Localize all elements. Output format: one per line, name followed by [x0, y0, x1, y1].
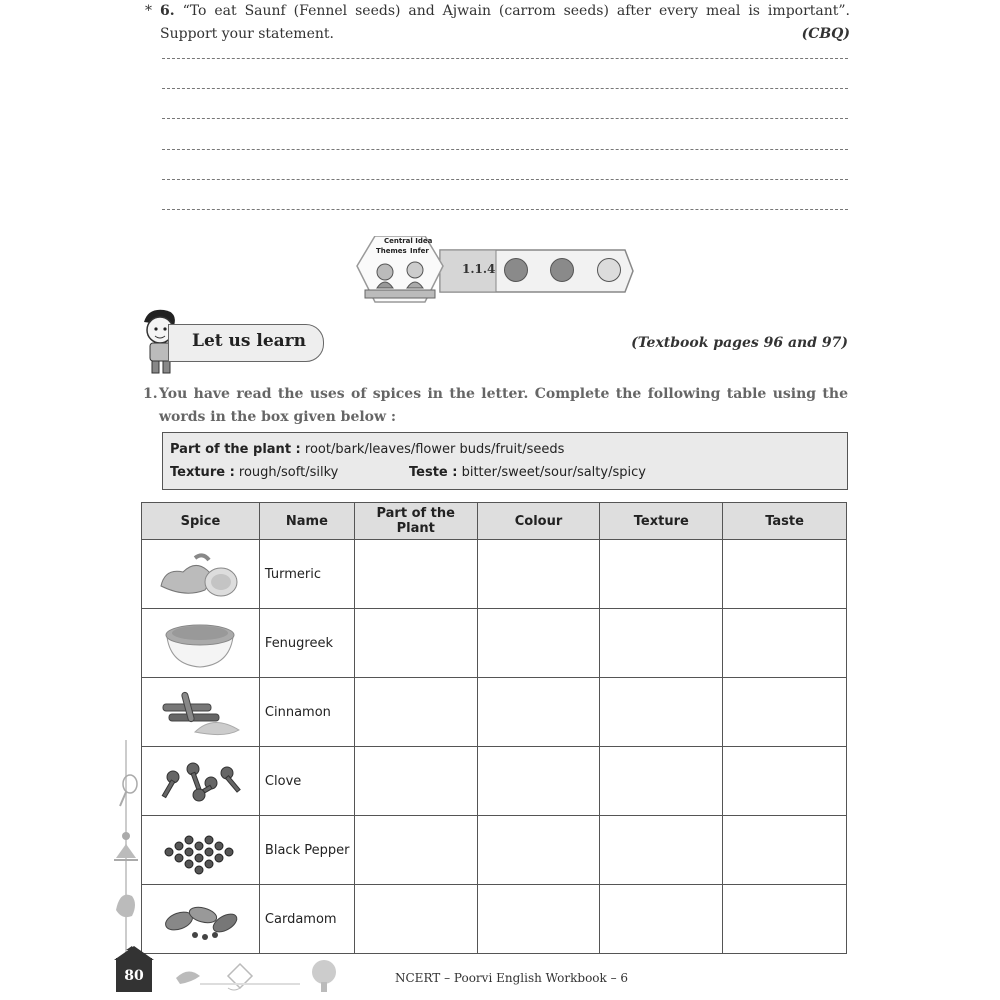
header-spice: Spice — [142, 503, 260, 540]
fenugreek-icon — [155, 615, 245, 671]
taste-label: Teste : — [409, 465, 458, 480]
part-of-plant-cell[interactable] — [354, 747, 477, 816]
part-of-plant-cell[interactable] — [354, 609, 477, 678]
textbook-reference: (Textbook pages 96 and 97) — [631, 335, 848, 351]
part-of-plant-cell[interactable] — [354, 678, 477, 747]
house-roof-icon — [112, 944, 156, 960]
spice-name: Cardamom — [259, 885, 354, 954]
table-row — [142, 540, 847, 609]
question-number: 1. — [143, 386, 158, 402]
question-text: “To eat Saunf (Fennel seeds) and Ajwain (carrom seeds) after every meal is important”. Support your statement. — [160, 3, 850, 42]
footer-title: NCERT – Poorvi English Workbook – 6 — [395, 971, 629, 985]
header-texture: Texture — [600, 503, 723, 540]
answer-line[interactable] — [162, 88, 848, 89]
question-number: 6. — [160, 3, 175, 19]
black-pepper-icon — [155, 822, 245, 878]
part-words: root/bark/leaves/flower buds/fruit/seeds — [304, 442, 565, 457]
texture-cell[interactable] — [600, 885, 723, 954]
table-row — [142, 885, 847, 954]
turmeric-icon — [155, 546, 245, 602]
header-name: Name — [259, 503, 354, 540]
badge-label-infer: Infer — [410, 247, 429, 255]
answer-line[interactable] — [162, 118, 848, 119]
colour-cell[interactable] — [477, 609, 600, 678]
answer-line[interactable] — [162, 209, 848, 210]
spice-name: Fenugreek — [259, 609, 354, 678]
cardamom-icon — [155, 891, 245, 947]
texture-label: Texture : — [170, 465, 235, 480]
part-of-plant-cell[interactable] — [354, 540, 477, 609]
section-title: Let us learn — [192, 331, 306, 351]
skill-code: 1.1.4 — [462, 262, 496, 276]
spice-name: Clove — [259, 747, 354, 816]
taste-cell[interactable] — [723, 540, 847, 609]
colour-cell[interactable] — [477, 816, 600, 885]
taste-cell[interactable] — [723, 885, 847, 954]
colour-cell[interactable] — [477, 678, 600, 747]
taste-cell[interactable] — [723, 816, 847, 885]
texture-words: rough/soft/silky — [238, 465, 339, 480]
cbq-tag: (CBQ) — [801, 26, 850, 42]
footer-decoration-icon — [170, 958, 350, 992]
colour-cell[interactable] — [477, 885, 600, 954]
answer-line[interactable] — [162, 149, 848, 150]
texture-cell[interactable] — [600, 609, 723, 678]
spice-name: Turmeric — [259, 540, 354, 609]
question-6 — [145, 0, 850, 46]
skill-level-dot[interactable] — [550, 258, 574, 282]
answer-line[interactable] — [162, 58, 848, 59]
word-box — [162, 432, 848, 490]
colour-cell[interactable] — [477, 540, 600, 609]
texture-cell[interactable] — [600, 678, 723, 747]
badge-label-themes: Themes — [376, 247, 407, 255]
table-row — [142, 816, 847, 885]
badge-label-central-idea: Central Idea — [384, 237, 433, 245]
spice-name: Black Pepper — [259, 816, 354, 885]
table-row — [142, 678, 847, 747]
question-1 — [143, 383, 848, 429]
question-text: You have read the uses of spices in the letter. Complete the following table using the words in the box given below : — [159, 386, 848, 425]
table-header-row — [142, 503, 847, 540]
part-label: Part of the plant : — [170, 442, 301, 457]
colour-cell[interactable] — [477, 747, 600, 816]
taste-cell[interactable] — [723, 609, 847, 678]
header-colour: Colour — [477, 503, 600, 540]
texture-cell[interactable] — [600, 816, 723, 885]
skill-level-dot[interactable] — [504, 258, 528, 282]
taste-cell[interactable] — [723, 747, 847, 816]
spice-name: Cinnamon — [259, 678, 354, 747]
page-number: 80 — [116, 958, 152, 992]
skill-level-dot[interactable] — [597, 258, 621, 282]
texture-cell[interactable] — [600, 540, 723, 609]
sports-decoration-icon — [108, 740, 144, 970]
header-taste: Taste — [723, 503, 847, 540]
texture-cell[interactable] — [600, 747, 723, 816]
answer-line[interactable] — [162, 179, 848, 180]
spice-table — [141, 502, 847, 954]
table-row — [142, 747, 847, 816]
part-of-plant-cell[interactable] — [354, 816, 477, 885]
clove-icon — [155, 753, 245, 809]
taste-cell[interactable] — [723, 678, 847, 747]
header-part-of-plant: Part of the Plant — [354, 503, 477, 540]
part-of-plant-cell[interactable] — [354, 885, 477, 954]
question-star: * — [145, 3, 152, 19]
table-row — [142, 609, 847, 678]
cinnamon-icon — [155, 684, 245, 740]
taste-words: bitter/sweet/sour/salty/spicy — [461, 465, 646, 480]
